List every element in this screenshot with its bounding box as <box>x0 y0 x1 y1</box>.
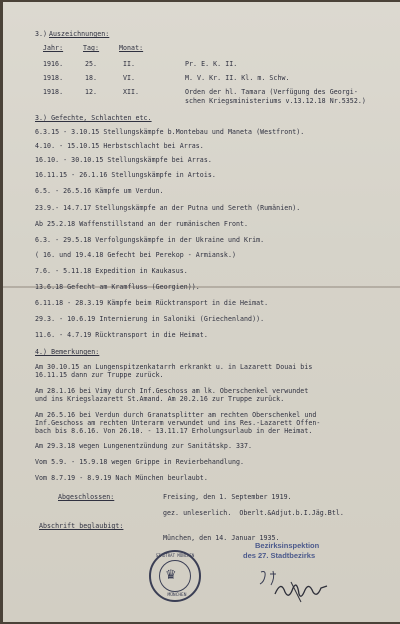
stamp-line-2: des 27. Stadtbezirks <box>243 551 316 560</box>
award-text: M. V. Kr. II. Kl. m. Schw. <box>185 74 290 82</box>
battle-line: 11.6. - 4.7.19 Rücktransport in die Heimat. <box>35 331 208 339</box>
eagle-emblem-icon: ♛ <box>166 564 176 583</box>
stamp-line-1: Bezirksinspektion <box>255 541 320 550</box>
remark-line: Vom 8.7.19 - 8.9.19 Nach München beurlaubt. <box>35 474 208 482</box>
battle-line: 6.3.15 - 3.10.15 Stellungskämpfe b.Montebau und Maneta (Westfront). <box>35 128 305 136</box>
col-month-header: Monat: <box>119 44 144 52</box>
remark-line: 16.11.15 dann zur Truppe zurück. <box>35 371 164 379</box>
seal-top-text: STADTRAT MÜNCHEN <box>155 553 195 558</box>
col-year-header: Jahr: <box>43 44 64 52</box>
awards-section-number: 3.) <box>35 30 48 38</box>
award-year: 1916. <box>43 60 64 68</box>
closed-place-date: Freising, den 1. September 1919. <box>163 493 292 501</box>
remark-line: Am 29.3.18 wegen Lungenentzündung zur Sanitätskp. 337. <box>35 442 253 450</box>
handwritten-signature <box>271 576 331 606</box>
battle-line: 6.5. - 26.5.16 Kämpfe um Verdun. <box>35 187 164 195</box>
remark-line: Am 30.10.15 an Lungenspitzenkatarrh erkrankt u. in Lazarett Douai bis <box>35 363 313 371</box>
award-month: II. <box>123 60 136 68</box>
battle-line: 4.10. - 15.10.15 Herbstschlacht bei Arras. <box>35 142 204 150</box>
remark-line: Inf.Geschoss am rechten Unterarm verwundet und ins Res.-Lazarett Offen- <box>35 419 321 427</box>
battle-line: 23.9.- 14.7.17 Stellungskämpfe an der Putna und Sereth (Rumänien). <box>35 204 301 212</box>
battle-line: 7.6. - 5.11.18 Expedition in Kaukasus. <box>35 267 188 275</box>
award-text-continued: schen Kriegsministeriums v.13.12.18 Nr.5352.) <box>185 97 366 105</box>
copy-place-date: München, den 14. Januar 1935. <box>163 534 280 542</box>
battle-line: Ab 25.2.18 Waffenstillstand an der rumänischen Front. <box>35 220 249 228</box>
award-day: 25. <box>85 60 98 68</box>
closed-label: Abgeschlossen: <box>58 493 115 501</box>
battle-line: ( 16. und 19.4.18 Gefecht bei Perekop - Armiansk.) <box>35 251 236 259</box>
remark-line: Am 28.1.16 bei Vimy durch Inf.Geschoss am lk. Oberschenkel verwundet <box>35 387 309 395</box>
battle-line: 16.11.15 - 26.1.16 Stellungskämpfe in Artois. <box>35 171 216 179</box>
col-day-header: Tag: <box>83 44 100 52</box>
award-day: 12. <box>85 88 98 96</box>
remark-line: Vom 5.9. - 15.9.18 wegen Grippe in Revierbehandlung. <box>35 458 245 466</box>
battle-line: 16.10. - 30.10.15 Stellungskämpfe bei Arras. <box>35 156 212 164</box>
battle-line: 13.6.18 Gefecht am Kramfluss (Georgien)). <box>35 283 200 291</box>
award-year: 1918. <box>43 88 64 96</box>
battles-title: 3.) Gefechte, Schlachten etc. <box>35 114 152 122</box>
document-page <box>3 2 400 622</box>
remark-line: Am 26.5.16 bei Verdun durch Granatsplitter am rechten Oberschenkel und <box>35 411 317 419</box>
award-month: XII. <box>123 88 140 96</box>
seal-bottom-text: MÜNCHEN <box>167 593 187 598</box>
battle-line: 6.11.18 - 28.3.19 Kämpfe beim Rücktransport in die Heimat. <box>35 299 269 307</box>
remark-line: bach bis 8.6.16. Von 26.10. - 13.11.17 Erholungsurlaub in der Heimat. <box>35 427 313 435</box>
copy-certified-label: Abschrift beglaubigt: <box>39 522 124 530</box>
award-month: VI. <box>123 74 136 82</box>
award-text: Orden der hl. Tamara (Verfügung des Georgi- <box>185 88 358 96</box>
remarks-title: 4.) Bemerkungen: <box>35 348 100 356</box>
closed-signature-line: gez. unleserlich. Oberlt.&Adjut.b.I.Jäg.Btl. <box>163 509 344 517</box>
official-seal <box>149 550 201 602</box>
award-day: 18. <box>85 74 98 82</box>
award-text: Pr. E. K. II. <box>185 60 238 68</box>
remark-line: und ins Kriegslazarett St.Amand. Am 20.2.16 zur Truppe zurück. <box>35 395 285 403</box>
awards-title: Auszeichnungen: <box>49 30 110 38</box>
award-year: 1918. <box>43 74 64 82</box>
battle-line: 29.3. - 10.6.19 Internierung in Saloniki (Griechenland)). <box>35 315 265 323</box>
battle-line: 6.3. - 29.5.18 Verfolgungskämpfe in der Ukraine und Krim. <box>35 236 265 244</box>
